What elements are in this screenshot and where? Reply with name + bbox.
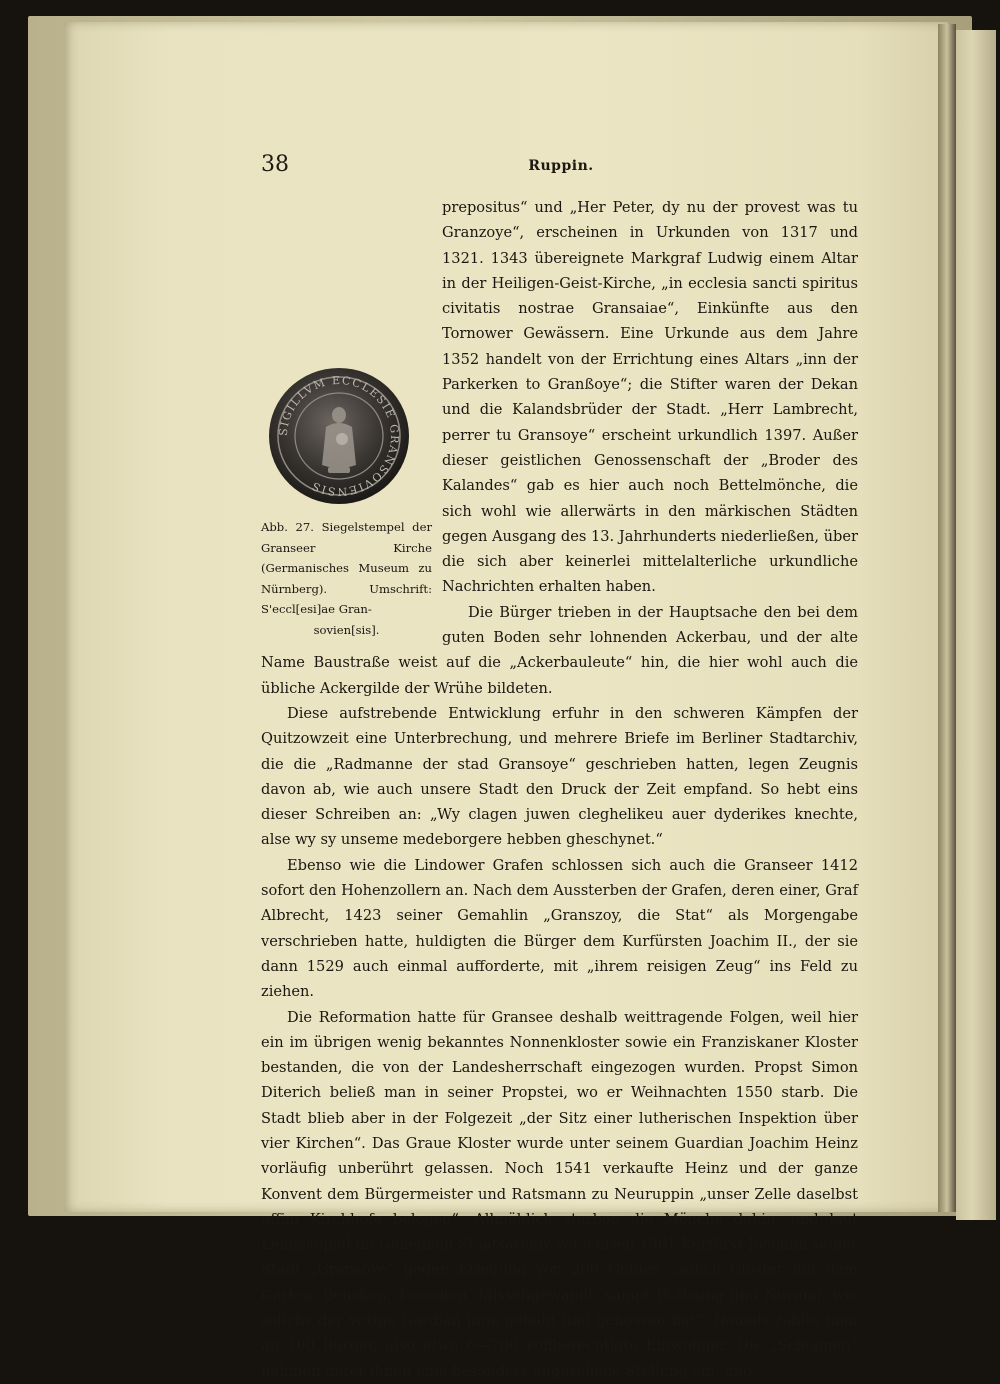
page-header: [261, 152, 861, 182]
caption-text: Siegelstempel der Granseer Kirche (Germanisches Museum zu Nürnberg). Umschrift:: [261, 520, 432, 596]
seal-legend: SIGILLVM ECCLESIE GRANSOVIENSIS: [276, 373, 402, 499]
caption-inscription: S'eccl[esi]ae Gran-: [261, 602, 372, 617]
paragraph: Die Bürger trieben in der Hauptsache den bei dem guten Boden sehr lohnenden Ackerbau, und der alte Name Baustraße weist auf die „Ackerbauleute“ hin, die hier wohl auch die übliche Ackergilde der Wrühe bildeten.: [261, 603, 858, 697]
seal-stamp-image: [268, 367, 410, 505]
figure-caption: [261, 517, 432, 641]
paragraph: Ebenso wie die Lindower Grafen schlossen sich auch die Granseer 1412 sofort den Hohenzollern an. Nach dem Aussterben der Grafen, deren einer, Graf Albrecht, 1423 seiner Gemahlin „Granszoy, die Stat“ als Morgengabe verschrieben hatte, huldigten die Bürger dem Kurfürsten Joachim II., der sie dann 1529 auch einmal aufforderte, mit „ihrem reisigen Zeug“ ins Feld zu ziehen.: [261, 856, 858, 1001]
caption-label: Abb. 27.: [261, 520, 314, 534]
running-head: Ruppin.: [528, 158, 594, 174]
figure-seal: [261, 195, 439, 637]
paragraph: Die Reformation hatte für Gransee deshalb weittragende Folgen, weil hier ein im übrigen wenig bekanntes Nonnenkloster sowie ein Franziskaner Kloster bestanden, die von der Landesherrschaft eingezogen wurden. Propst Simon Diterich beließ man in seiner Propstei, wo er Weihnachten 1550 starb. Die Stadt blieb aber in der Folgezeit „der Sitz einer lutherischen Inspektion über vier Kirchen“. Das Graue Kloster wurde unter seinem Guardian Joachim Heinz vorläufig unberührt gelassen. Noch 1541 verkaufte Heinz und der ganze Konvent dem Bürgermeister und Ratsmann zu Neuruppin „unser Zelle daselbst uffim Kirchhofe belegen“. Allmählich starben die Mönche dahin, und laut Lehnskopial im Geheimen Staatsarchiv verschrieb 1561 Kurfürst Joachim seiner Stadt „Gransoye“ gegen Erlegung von 200 Gulden „solich Closter mit dem Garten, Bencken, Tusschen, Missehgewandt, sampt Holtzung und Nurung, wie solichs der vorige Gardian inne gehabt und genossen hat“. Damals zählte man an 100 Bürger, also etwa 6—700 vollberechtigte Einwohner. Die „Schöppen“ nahmen unter ihnen eine besonders angesehene Stellung ein, und: [261, 1008, 858, 1380]
paragraph: prepositus“ und „Her Peter, dy nu der provest was tu Granzoye“, erscheinen in Urkunden von 1317 und 1321. 1343 übereignete Markgraf Ludwig einem Altar in der Heiligen-Geist-Kirche, „in ecclesia sancti spiritus civitatis nostrae Gransaiae“, Einkünfte aus den Tornower Gewässern. Eine Urkunde aus dem Jahre 1352 handelt von der Errichtung eines Altars „inn der Parkerken to Granßoye“; die Stifter waren der Dekan und die Kalandsbrüder der Stadt. „Herr Lambrecht, perrer tu Gransoye“ erscheint urkundlich 1397. Außer dieser geistlichen Genossenschaft der „Broder des Kalandes“ gab es hier auch noch Bettelmönche, die sich wohl wie allerwärts in den märkischen Städten gegen Ausgang des 13. Jahrhunderts niederließen, über die sich aber keinerlei mittelalterliche urkundliche Nachrichten erhalten haben.: [442, 199, 858, 596]
facing-page-edge: [956, 30, 996, 1220]
book-gutter: [938, 24, 956, 1212]
caption-inscription-end: sovien[sis].: [313, 622, 380, 637]
paragraph: Diese aufstrebende Entwicklung erfuhr in den schweren Kämpfen der Quitzowzeit eine Unterbrechung, und mehrere Briefe im Berliner Stadtarchiv, die die „Radmanne der stad Gransoye“ geschrieben hatten, legen Zeugnis davon ab, wie auch unsere Stadt den Druck der Zeit empfand. So hebt eins dieser Schreiben an: „Wy clagen juwen cleghelikeu auer dyderikes knechte, alse wy sy unseme medeborgere hebben gheschynet.“: [261, 704, 858, 849]
page-number: 38: [261, 152, 289, 177]
body-text: [261, 195, 858, 1384]
